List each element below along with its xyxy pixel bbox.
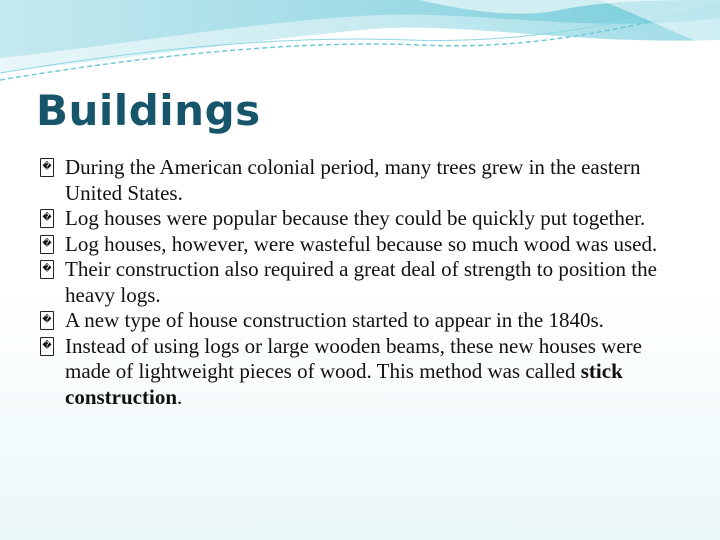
bullet-marker-icon: � (38, 310, 56, 330)
bullet-text: Log houses were popular because they could be quickly put together. (65, 206, 646, 230)
bullet-text: A new type of house construction started to appear in the 1840s. (65, 308, 604, 332)
bullet-item (38, 257, 688, 308)
bullet-list (38, 155, 688, 410)
bullet-item (38, 232, 688, 258)
bullet-text: During the American colonial period, many trees grew in the eastern United States. (65, 155, 641, 205)
bullet-marker-icon: � (38, 234, 56, 254)
bullet-item (38, 334, 688, 411)
bullet-text: Log houses, however, were wasteful because so much wood was used. (65, 231, 658, 256)
bullet-item (38, 155, 688, 206)
page-title: Buildings (36, 86, 261, 135)
bullet-marker-icon: � (38, 336, 56, 356)
bullet-text: Instead of using logs or large wooden beams, these new houses were made of lightweight pieces of wood. This method was called (65, 333, 642, 383)
bold-term: stick construction (65, 359, 623, 409)
bullet-item (38, 206, 688, 232)
bullet-marker-icon: � (38, 259, 56, 279)
bullet-marker-icon: � (38, 208, 56, 228)
bullet-text: Their construction also required a great deal of strength to position the heavy logs. (65, 257, 657, 307)
bullet-item (38, 308, 688, 334)
bullet-marker-icon: � (38, 157, 56, 177)
bullet-text-end: . (177, 384, 183, 409)
